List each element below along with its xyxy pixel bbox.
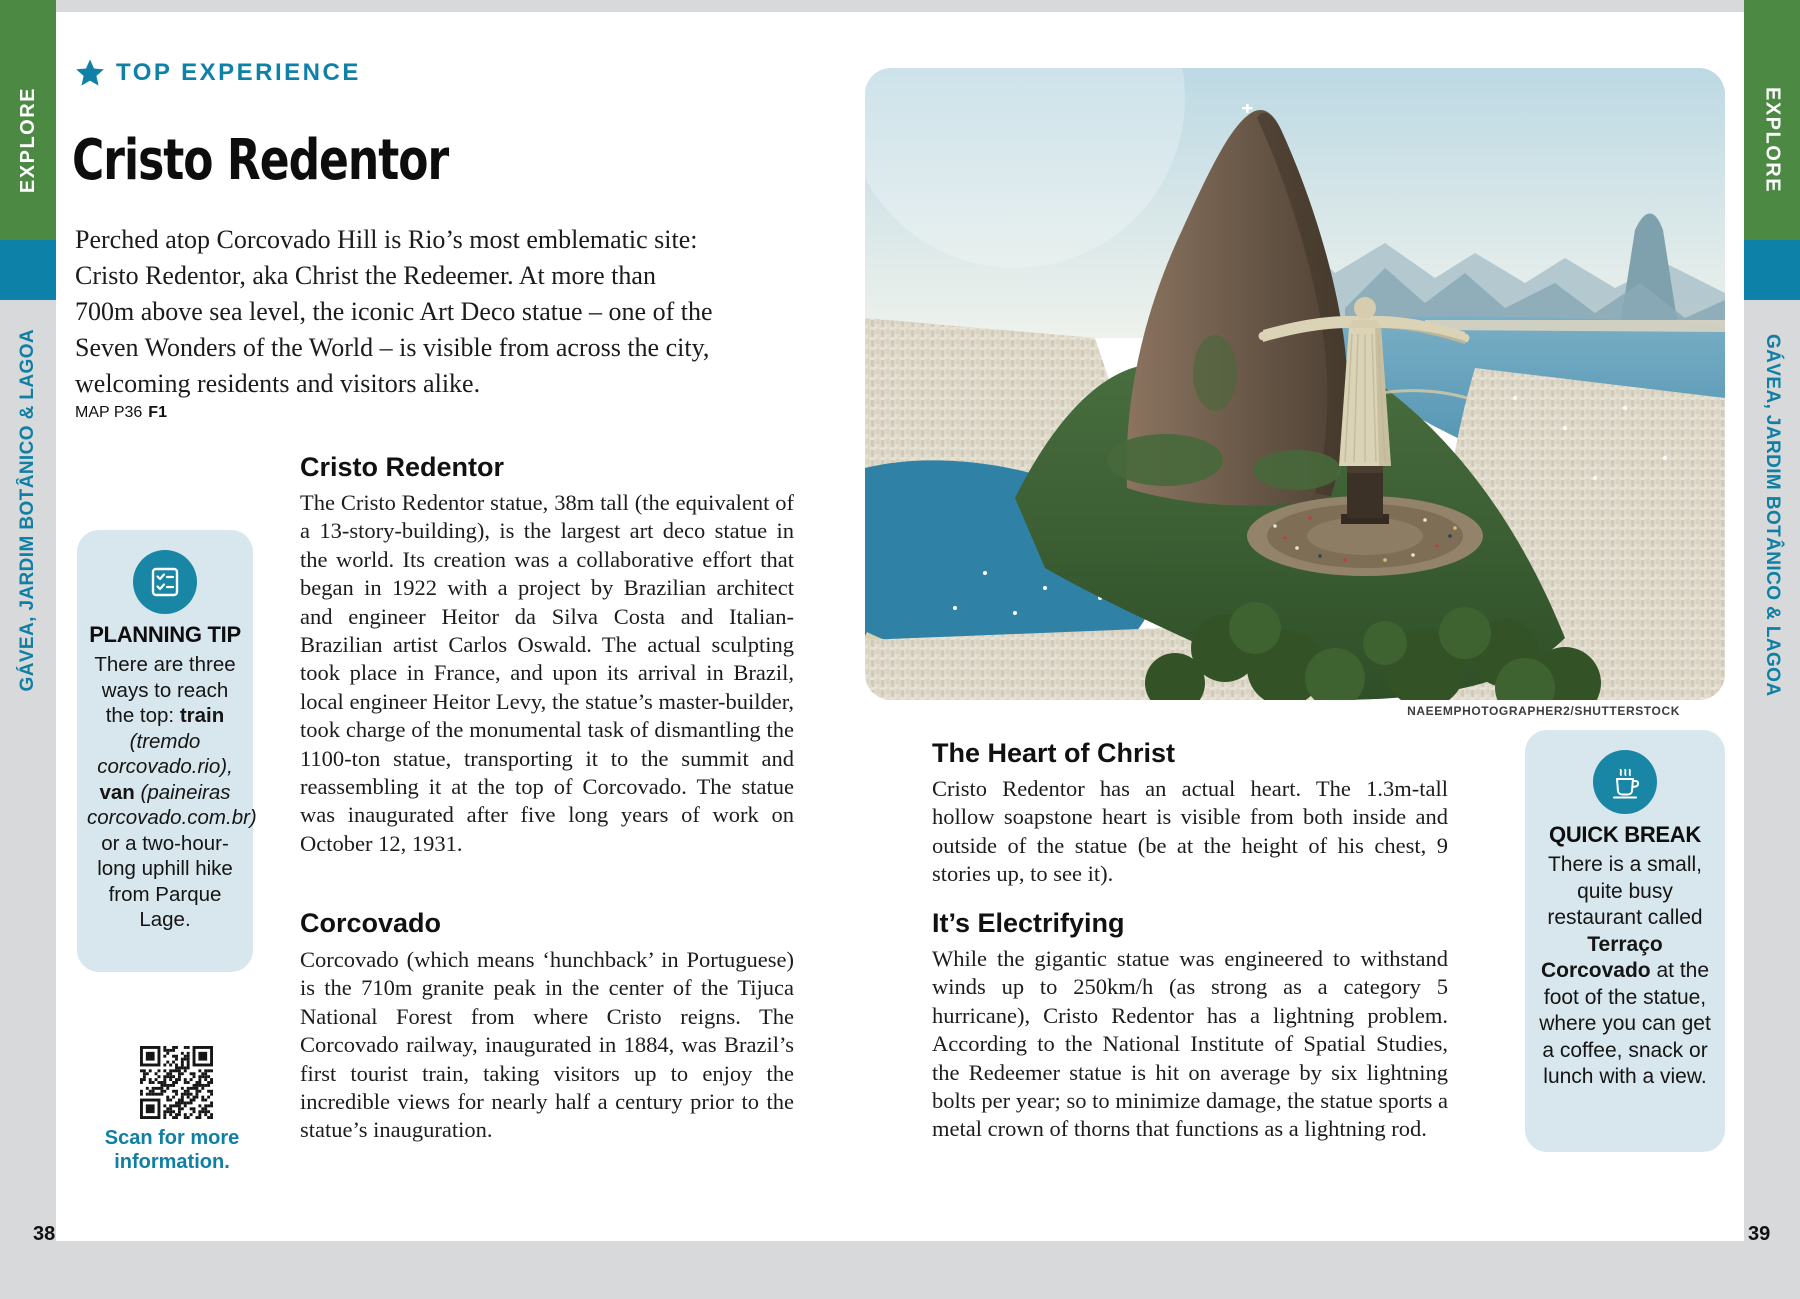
- quick-break-icon-circle: [1593, 750, 1657, 814]
- map-reference: [75, 404, 167, 422]
- section-body-cristo-redentor: The Cristo Redentor statue, 38m tall (the equivalent of a 13-story-building), is the largest art deco statue in the world. Its creation was a collaborative effort that began in 1922 with a project by Brazilian architect and engineer Heitor da Silva Costa and Italian-Brazilian artist Carlos Oswald. The actual sculpting took place in France, and upon its arrival in Brazil, local engineer Heitor Levy, the statue’s master-builder, took charge of the monumental task of dismantling the 1100-ton statue, transporting it to the summit and reassembling it at the top of Corcovado. The statue was inaugurated after five long years of work on October 12, 1931.: [300, 490, 794, 856]
- star-icon: [74, 57, 106, 89]
- coffee-icon: [1605, 762, 1645, 802]
- quick-break-body: There is a small, quite busy restaurant called Terraço Corcovado at the foot of the statue, where you can get a coffee, snack or lunch with a view.: [1539, 853, 1711, 1088]
- section-body-corcovado: Corcovado (which means ‘hunchback’ in Portuguese) is the 710m granite peak in the center of the Tijuca National Forest from where Cristo reigns. The Corcovado railway, inaugurated in 1884, was Brazil’s first tourist train, taking visitors up to enjoy the incredible views for nearly half a century prior to the statue’s inauguration.: [300, 947, 794, 1143]
- page-number-left: 38: [33, 1223, 56, 1245]
- left-teal-band: [0, 240, 56, 300]
- map-grid-ref: F1: [148, 404, 167, 421]
- section-body-its-electrifying: While the gigantic statue was engineered to withstand winds up to 250km/h (as strong as a category 5 hurricane), Cristo Redentor has a lightning problem. According to the National Institute of Spatial Studies, the Redeemer statue is hit on average by six lightning bolts per year; so to minimize damage, the statue sports a metal crown of thorns that functions as a lightning rod.: [932, 946, 1448, 1142]
- left-section-tab: [0, 300, 56, 720]
- qr-caption: Scan for more information.: [104, 1127, 240, 1173]
- planning-tip-body: There are three ways to reach the top: train (tremdo corcovado.rio), van (paineiras corcovado.com.br) or a two-hour-long uphill hike from Parque Lage.: [87, 653, 257, 931]
- left-explore-tab: [0, 54, 56, 226]
- section-heading-its-electrifying: It’s Electrifying: [932, 908, 1125, 938]
- planning-tip-box: [77, 530, 257, 972]
- hero-photo-illustration: [865, 68, 1725, 700]
- section-body-heart-of-christ: Cristo Redentor has an actual heart. The 1.3m-tall hollow soapstone heart is visible from both inside and outside of the statue (be at the height of his chest, 9 stories up, to see it).: [932, 776, 1448, 887]
- photo-credit: NAEEMPHOTOGRAPHER2/SHUTTERSTOCK: [1407, 704, 1680, 718]
- right-teal-band: [1744, 240, 1800, 300]
- qr-code-icon: [140, 1046, 213, 1119]
- qr-code: [140, 1046, 213, 1119]
- right-explore-label: EXPLORE: [1761, 86, 1784, 194]
- planning-tip-icon-circle: [133, 550, 197, 614]
- map-reference-prefix: MAP P36: [75, 404, 143, 421]
- left-section-label: GÁVEA, JARDIM BOTÂNICO & LAGOA: [17, 328, 38, 692]
- right-section-label: GÁVEA, JARDIM BOTÂNICO & LAGOA: [1762, 333, 1783, 697]
- left-explore-label: EXPLORE: [16, 86, 39, 194]
- quick-break-title: QUICK BREAK: [1549, 822, 1701, 847]
- planning-tip-title: PLANNING TIP: [89, 622, 241, 647]
- quick-break-box: [1525, 730, 1725, 1152]
- kicker-label: TOP EXPERIENCE: [116, 59, 361, 86]
- page-title: Cristo Redentor: [72, 128, 449, 194]
- page-number-right: 39: [1748, 1223, 1771, 1245]
- section-heading-cristo-redentor: Cristo Redentor: [300, 452, 505, 482]
- section-heading-corcovado: Corcovado: [300, 908, 442, 938]
- checklist-icon: [146, 563, 184, 601]
- top-experience-kicker: [74, 57, 361, 89]
- right-explore-tab: [1744, 54, 1800, 226]
- intro-paragraph: Perched atop Corcovado Hill is Rio’s most emblematic site: Cristo Redentor, aka Christ the Redeemer. At more than 700m above sea level, the iconic Art Deco statue – one of the Seven Wonders of the World – is visible from across the city, welcoming residents and visitors alike.: [75, 225, 713, 398]
- right-section-tab: [1744, 300, 1800, 730]
- section-heading-heart-of-christ: The Heart of Christ: [932, 738, 1176, 768]
- hero-photo: [865, 68, 1725, 700]
